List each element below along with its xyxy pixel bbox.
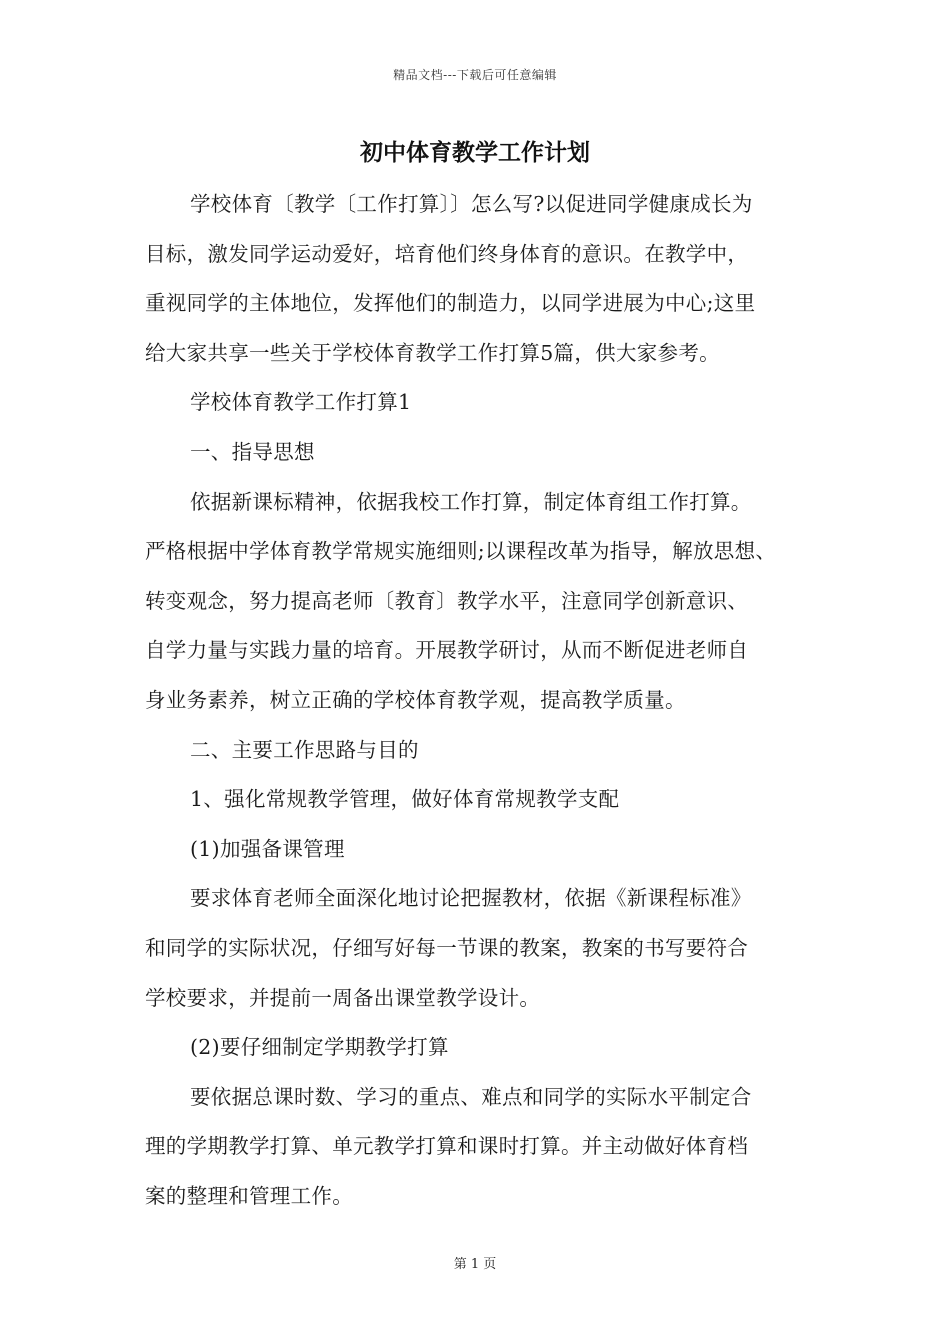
body-line: 目标，激发同学运动爱好，培育他们终身体育的意识。在教学中，: [145, 241, 749, 266]
body-line: 重视同学的主体地位，发挥他们的制造力，以同学进展为中心;这里: [145, 291, 756, 316]
subsection-heading: (2)要仔细制定学期教学打算: [190, 1035, 449, 1060]
subsection-heading: 1、强化常规教学管理，做好体育常规教学支配: [190, 787, 620, 812]
body-line: 自学力量与实践力量的培育。开展教学研讨，从而不断促进老师自: [145, 638, 749, 663]
section-heading: 二、主要工作思路与目的: [190, 737, 419, 762]
document-body: [145, 180, 815, 1221]
section-heading: 学校体育教学工作打算1: [190, 390, 412, 415]
body-line: 要依据总课时数、学习的重点、难点和同学的实际水平制定合: [190, 1084, 752, 1109]
page-number: 第 1 页: [453, 1257, 497, 1272]
body-line: 严格根据中学体育教学常规实施细则;以课程改革为指导，解放思想、: [145, 539, 777, 564]
subsection-heading: (1)加强备课管理: [190, 836, 345, 861]
body-line: 转变观念，努力提高老师〔教育〕教学水平，注意同学创新意识、: [145, 588, 749, 613]
body-line: 身业务素养，树立正确的学校体育教学观，提高教学质量。: [145, 687, 686, 712]
section-heading: 一、指导思想: [190, 439, 315, 464]
body-line: 理的学期教学打算、单元教学打算和课时打算。并主动做好体育档: [145, 1134, 749, 1159]
body-line: 案的整理和管理工作。: [145, 1183, 353, 1208]
header-note: 精品文档---下载后可任意编辑: [393, 68, 557, 82]
body-line: 学校要求，并提前一周备出课堂教学设计。: [145, 985, 541, 1010]
document-title: 初中体育教学工作计划: [360, 139, 590, 166]
body-line: 和同学的实际状况，仔细写好每一节课的教案，教案的书写要符合: [145, 935, 749, 960]
body-line: 依据新课标精神，依据我校工作打算，制定体育组工作打算。: [190, 489, 752, 514]
body-line: 要求体育老师全面深化地讨论把握教材，依据《新课程标准》: [190, 886, 752, 911]
body-line: 学校体育〔教学〔工作打算〕〕怎么写?以促进同学健康成长为: [190, 192, 753, 216]
body-line: 给大家共享一些关于学校体育教学工作打算5篇，供大家参考。: [145, 340, 720, 365]
